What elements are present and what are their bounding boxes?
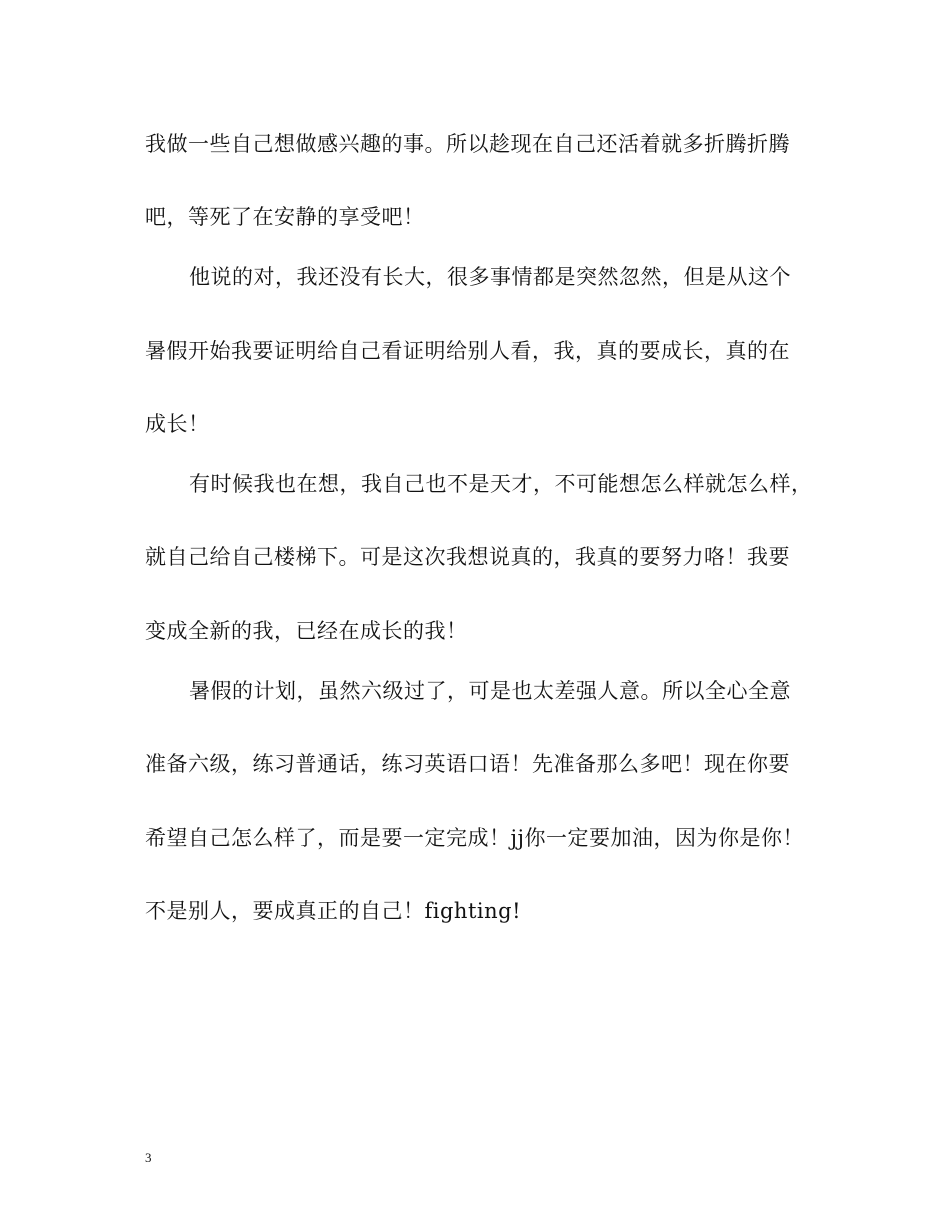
text-line: 变成全新的我，已经在成长的我！ <box>145 619 468 643</box>
page-number: 3 <box>145 1150 152 1165</box>
paragraph-start-line: 他说的对，我还没有长大，很多事情都是突然忽然，但是从这个 <box>189 265 791 289</box>
paragraph-start-line: 暑假的计划，虽然六级过了，可是也太差强人意。所以全心全意 <box>189 679 791 703</box>
text-line: 就自己给自己楼梯下。可是这次我想说真的，我真的要努力咯！我要 <box>145 545 790 569</box>
text-line: 不是别人，要成真正的自己！fighting! <box>145 899 522 923</box>
paragraph-start-line: 有时候我也在想，我自己也不是天才，不可能想怎么样就怎么样， <box>189 472 813 496</box>
text-line: 希望自己怎么样了，而是要一定完成！jj你一定要加油，因为你是你！ <box>145 826 805 850</box>
text-line: 我做一些自己想做感兴趣的事。所以趁现在自己还活着就多折腾折腾 <box>145 132 790 156</box>
text-line: 准备六级，练习普通话，练习英语口语！先准备那么多吧！现在你要 <box>145 752 790 776</box>
text-line: 成长！ <box>145 412 210 436</box>
text-line: 吧，等死了在安静的享受吧！ <box>145 205 425 229</box>
text-line: 暑假开始我要证明给自己看证明给别人看，我，真的要成长，真的在 <box>145 339 790 363</box>
